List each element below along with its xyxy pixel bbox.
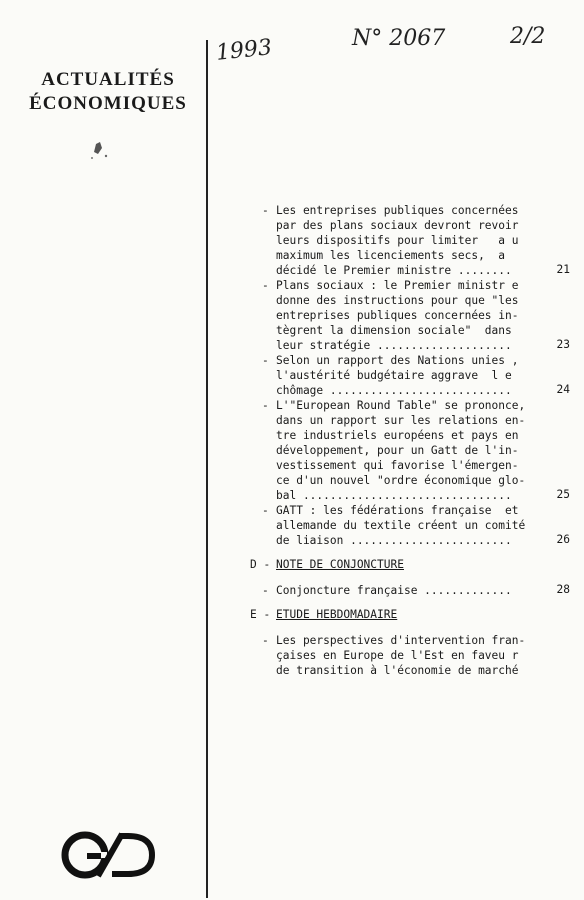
publication-title	[18, 68, 198, 116]
handwritten-part: 2/2	[510, 24, 546, 49]
section-d-title: NOTE DE CONJONCTURE	[276, 558, 404, 571]
toc-entry-text: Conjoncture française .............	[276, 584, 512, 597]
toc-dash: -	[262, 634, 269, 647]
ink-mark	[88, 140, 118, 162]
section-e-letter: E -	[250, 608, 271, 621]
handwritten-issue-number: N° 2067	[352, 26, 446, 51]
toc-entry-text: Les entreprises publiques concernées par des plans sociaux devront revoir leurs dispositifs pour limiter a u maximum les licenciements secs, a décidé le Premier ministre ........	[276, 204, 519, 277]
toc-page-number: 28	[556, 583, 570, 596]
toc-entry-text: Selon un rapport des Nations unies , l'austérité budgétaire aggrave l e chômage ...........................	[276, 354, 519, 397]
toc-dash: -	[262, 504, 269, 517]
toc-dash: -	[262, 279, 269, 292]
publication-title-line1: ACTUALITÉS	[41, 69, 175, 90]
section-e-title: ETUDE HEBDOMADAIRE	[276, 608, 398, 621]
toc-page-number: 24	[556, 383, 570, 396]
toc-page-number: 23	[556, 338, 570, 351]
toc-dash: -	[262, 204, 269, 217]
handwritten-year: 1993	[214, 35, 274, 66]
column-divider	[206, 40, 208, 898]
toc-dash: -	[262, 354, 269, 367]
publisher-logo	[60, 830, 160, 880]
publication-title-line2: ÉCONOMIQUES	[29, 93, 187, 114]
toc-entry-text: Plans sociaux : le Premier ministr e donne des instructions pour que "les entreprises publiques concernées in- tègrent la dimension sociale" dans leur stratégie ....................	[276, 279, 519, 352]
section-d-letter: D -	[250, 558, 271, 571]
toc-page-number: 25	[556, 488, 570, 501]
toc-dash: -	[262, 584, 269, 597]
toc-entry-text: Les perspectives d'intervention fran- çaises en Europe de l'Est en faveu r de transition à l'économie de marché	[276, 634, 526, 677]
toc-dash: -	[262, 399, 269, 412]
toc-page-number: 21	[556, 263, 570, 276]
toc-page-number: 26	[556, 533, 570, 546]
toc-entry-text: L'"European Round Table" se prononce, dans un rapport sur les relations en- tre industriels européens et pays en développement, pour un Gatt de l'in- vestissement qui favorise l'émergen- ce d'un nouvel "ordre économique glo- bal ...............................	[276, 399, 526, 502]
toc-entry-text: GATT : les fédérations française et allemande du textile créent un comité de liaison ........................	[276, 504, 526, 547]
